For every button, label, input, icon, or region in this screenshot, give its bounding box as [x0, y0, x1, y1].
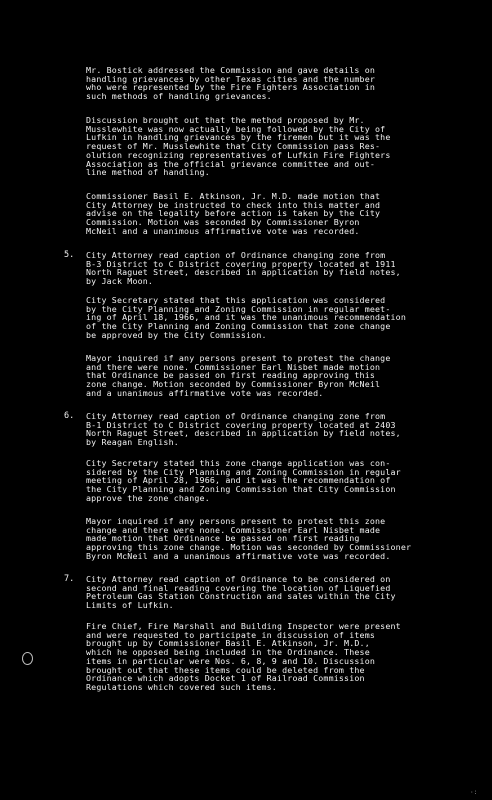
paragraph-secretary-english: City Secretary stated this zone change application was con- sidered by the City Planning and Zoning Commission in regular meeting of April 28, 1966, and it was the recommendation of the City Planning and Zoning Commission that City Commission approve the zone change. — [86, 458, 401, 503]
scan-speck — [22, 652, 33, 665]
paragraph-mayor-moon: Mayor inquired if any persons present to protest the change and there were none. Commissioner Earl Nisbet made motion that Ordinance be passed on first reading approving this zone change. Motion seconded by Commissioner Byron McNeil and a unanimous affirmative vote was recorded. — [86, 353, 391, 398]
paragraph-ordinance-moon: City Attorney read caption of Ordinance changing zone from B-3 District to C District covering property located at 1911 North Raguet Street, described in application by field notes, by Jack Moon. — [86, 250, 401, 287]
paragraph-fire-chief-discussion: Fire Chief, Fire Marshall and Building Inspector were present and were requested to participate in discussion of items brought up by Commissioner Basil E. Atkinson, Jr. M.D., which he opposed being included in the Ordinance. These items in particular were Nos. 6, 8, 9 and 10. Discussion brought out that these items could be deleted from the Ordinance which adopts Docket 1 of Railroad Commission Regulations which covered such items. — [86, 621, 401, 692]
item-number-6: 6. — [64, 411, 75, 421]
paragraph-secretary-moon: City Secretary stated that this application was considered by the City Planning and Zoning Commission in regular meet- ing of April 18, 1966, and it was the unanimous recommendation of the City Planning and Zoning Commission that zone change be approved by the City Commission. — [86, 295, 406, 340]
paragraph-discussion-method: Discussion brought out that the method proposed by Mr. Musslewhite was now actually being followed by the City of Lufkin in handling grievances by the firemen but it was the request of Mr. Musslewhite that City Commission pass Res- olution recognizing representatives of Lufkin Fire Fighters Association as the official grievance committee and out- line method of handling. — [86, 115, 391, 178]
paragraph-atkinson-motion: Commissioner Basil E. Atkinson, Jr. M.D. made motion that City Attorney be instructed to check into this matter and advise on the legality before action is taken by the City Commission. Motion was seconded by Commissioner Byron McNeil and a unanimous affirmative vote was recorded. — [86, 191, 381, 236]
scan-corner-mark: ·: — [470, 789, 478, 796]
item-number-5: 5. — [64, 250, 75, 260]
paragraph-bostick-grievances: Mr. Bostick addressed the Commission and gave details on handling grievances by other Texas cities and the number who were represented by the Fire Fighters Association in such methods of handling grievances. — [86, 65, 376, 102]
paragraph-ordinance-english: City Attorney read caption of Ordinance changing zone from B-1 District to C District covering property located at 2403 North Raguet Street, described in application by field notes, by Reagan English. — [86, 411, 401, 448]
paragraph-mayor-english: Mayor inquired if any persons present to protest this zone change and there were none. Commissioner Earl Nisbet made made motion that Ordinance be passed on first reading approving this zone change. Motion was seconded by Commissioner Byron McNeil and a unanimous affirmative vote was recorded. — [86, 516, 412, 561]
item-number-7: 7. — [64, 574, 75, 584]
paragraph-ordinance-lpg: City Attorney read caption of Ordinance to be considered on second and final reading covering the location of Liquefied Petroleum Gas Station Construction and sales within the City Limits of Lufkin. — [86, 574, 396, 611]
